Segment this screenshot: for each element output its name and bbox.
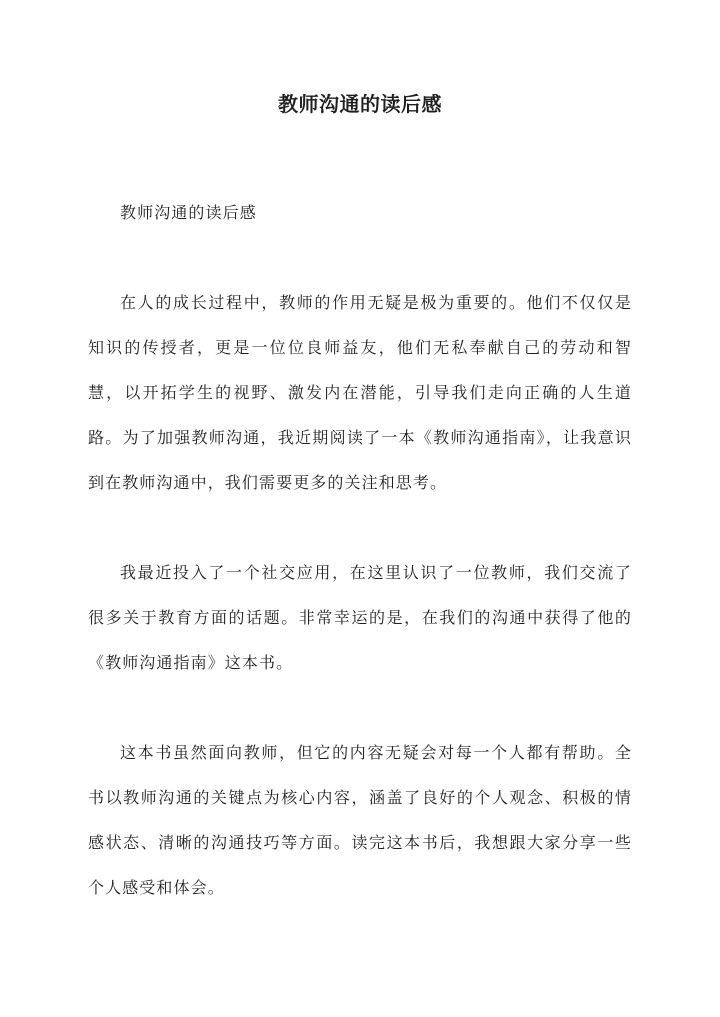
paragraph-2: 我最近投入了一个社交应用，在这里认识了一位教师，我们交流了很多关于教育方面的话题。非常幸运的是，在我们的沟通中获得了他的《教师沟通指南》这本书。 — [88, 563, 632, 672]
paragraph-1: 在人的成长过程中，教师的作用无疑是极为重要的。他们不仅仅是知识的传授者，更是一位位良师益友，他们无私奉献自己的劳动和智慧，以开拓学生的视野、激发内在潜能，引导我们走向正确的人生道路。为了加强教师沟通，我近期阅读了一本《教师沟通指南》，让我意识到在教师沟通中，我们需要更多的关注和思考。 — [88, 293, 632, 492]
paragraph-spacer — [88, 235, 632, 280]
paragraph-spacer — [88, 685, 632, 730]
document-body — [88, 190, 632, 910]
paragraph-3: 这本书虽然面向教师，但它的内容无疑会对每一个人都有帮助。全书以教师沟通的关键点为核心内容，涵盖了良好的个人观念、积极的情感状态、清晰的沟通技巧等方面。读完这本书后，我想跟大家分享一些个人感受和体会。 — [88, 743, 632, 897]
document-title: 教师沟通的读后感 — [278, 92, 442, 116]
paragraph-spacer — [88, 505, 632, 550]
document-subtitle: 教师沟通的读后感 — [120, 203, 257, 222]
